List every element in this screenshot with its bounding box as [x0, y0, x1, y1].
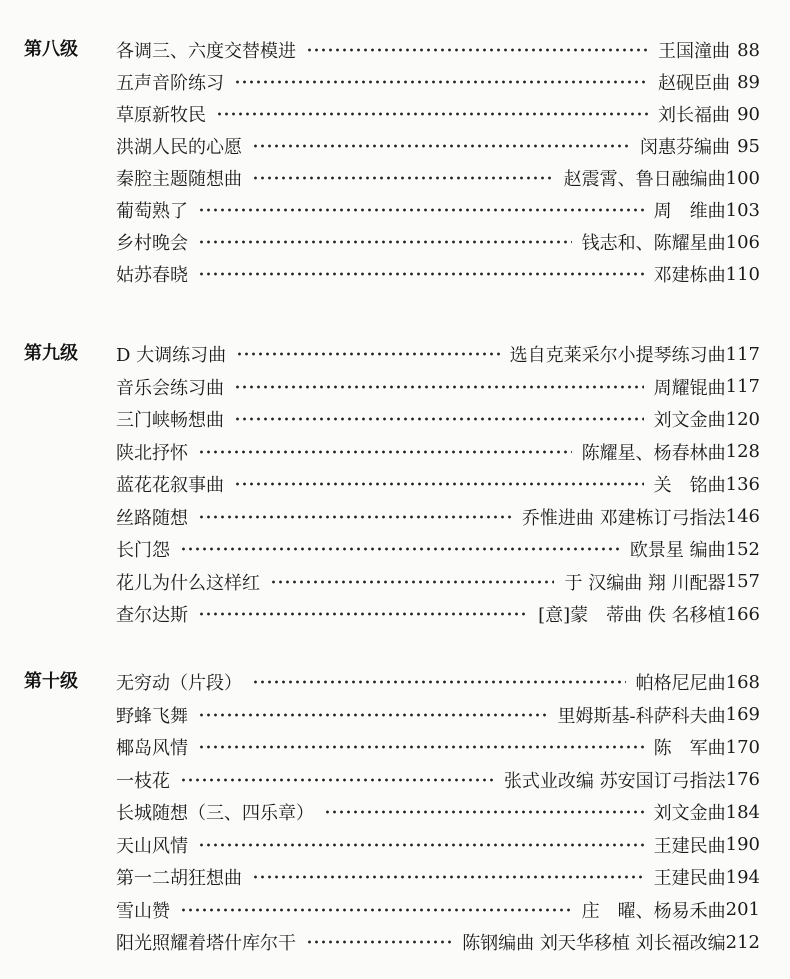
entry-author: 赵砚臣曲: [658, 73, 730, 94]
entry-title: 草原新牧民: [116, 105, 206, 126]
dot-leader: [180, 894, 572, 926]
dot-leader: [306, 34, 648, 66]
entry-author: 赵震霄、鲁日融编曲: [563, 169, 726, 190]
entry-author: 周 维曲: [653, 201, 726, 222]
toc-entry[interactable]: [116, 533, 760, 565]
dot-leader: [198, 501, 512, 533]
entry-title: 葡萄熟了: [116, 201, 188, 222]
toc-entry[interactable]: [116, 829, 760, 861]
entry-author: 关 铭曲: [653, 475, 726, 496]
entry-page: 89: [737, 71, 760, 93]
dot-leader: [198, 699, 548, 731]
toc-entry[interactable]: [116, 403, 760, 435]
dot-leader: [198, 226, 572, 258]
entry-page: 106: [725, 231, 760, 253]
entry-title: 陕北抒怀: [116, 442, 188, 464]
entry-title: 长城随想（三、四乐章）: [116, 803, 314, 824]
entry-title: 无穷动（片段）: [116, 673, 242, 694]
entry-author: 于 汉编曲 翔 川配器: [564, 572, 726, 594]
toc-entry[interactable]: [116, 194, 760, 226]
entry-title: 雪山赞: [116, 900, 170, 922]
dot-leader: [270, 566, 554, 598]
entry-title: 姑苏春晓: [116, 265, 188, 286]
toc-entry[interactable]: [116, 666, 760, 698]
dot-leader: [234, 468, 644, 500]
entry-title: 蓝花花叙事曲: [116, 475, 224, 496]
dot-leader: [198, 829, 644, 861]
entry-author: 钱志和、陈耀星曲: [581, 233, 726, 254]
entry-title: 秦腔主题随想曲: [116, 169, 242, 190]
entry-page: 212: [725, 931, 760, 953]
entry-page: 136: [725, 473, 760, 495]
toc-entry[interactable]: [116, 926, 760, 958]
toc-entry[interactable]: [116, 731, 760, 763]
toc-entry[interactable]: [116, 258, 760, 290]
dot-leader: [234, 371, 644, 403]
entry-title: 第一二胡狂想曲: [116, 868, 242, 889]
entry-title: 音乐会练习曲: [116, 377, 224, 399]
entry-author: 里姆斯基-科萨科夫曲: [557, 705, 726, 727]
entry-title: 椰岛风情: [116, 738, 188, 759]
toc-entry[interactable]: [116, 764, 760, 796]
dot-leader: [198, 194, 644, 226]
entry-title: 天山风情: [116, 835, 188, 857]
dot-leader: [324, 796, 644, 828]
dot-leader: [216, 98, 648, 130]
entry-page: 184: [725, 801, 760, 823]
dot-leader: [198, 731, 644, 763]
entry-page: 120: [725, 408, 760, 430]
entry-title: 洪湖人民的心愿: [116, 137, 242, 158]
entry-author: 闵惠芬编曲: [640, 137, 730, 158]
toc-entry[interactable]: [116, 338, 760, 370]
dot-leader: [252, 861, 644, 893]
entry-title: 野蜂飞舞: [116, 705, 188, 727]
toc-entry[interactable]: [116, 598, 760, 630]
entry-author: 陈 军曲: [653, 738, 726, 759]
dot-leader: [252, 666, 626, 698]
entry-page: 157: [725, 571, 760, 592]
entry-page: 168: [725, 671, 760, 693]
entry-title: 三门峡畅想曲: [116, 410, 224, 431]
entry-author: 刘文金曲: [653, 410, 726, 431]
dot-leader: [252, 130, 630, 162]
entry-title: 丝路随想: [116, 507, 188, 529]
toc-entry[interactable]: [116, 34, 760, 66]
toc-entry[interactable]: [116, 796, 760, 828]
entry-page: 128: [725, 441, 760, 462]
entry-page: 110: [725, 263, 760, 285]
entry-title: 查尔达斯: [116, 605, 188, 626]
entry-author: 王国潼曲: [658, 41, 730, 62]
toc-entry[interactable]: [116, 371, 760, 403]
level-heading: 第九级: [24, 343, 78, 364]
entry-page: 103: [725, 199, 760, 221]
entry-author: 乔惟进曲 邓建栋订弓指法: [521, 507, 726, 529]
entry-page: 176: [725, 769, 760, 790]
entry-title: D 大调练习曲: [116, 345, 227, 366]
dot-leader: [180, 764, 494, 796]
level-heading: 第八级: [24, 39, 78, 60]
entry-author: 帕格尼尼曲: [635, 673, 726, 694]
entry-title: 阳光照耀着塔什库尔干: [116, 933, 296, 954]
entry-author: 陈钢编曲 刘天华移植 刘长福改编: [462, 933, 726, 954]
entry-author: 王建民曲: [653, 868, 726, 889]
entry-page: 194: [725, 866, 760, 888]
dot-leader: [234, 66, 648, 98]
toc-entry[interactable]: [116, 894, 760, 926]
entry-author: 刘文金曲: [653, 803, 726, 824]
dot-leader: [252, 162, 554, 194]
toc-entry[interactable]: [116, 699, 760, 731]
toc-entry[interactable]: [116, 501, 760, 533]
toc-entry[interactable]: [116, 566, 760, 598]
entry-author: [意]蒙 蒂曲 佚 名移植: [538, 605, 726, 626]
entry-author: 陈耀星、杨春林曲: [581, 442, 726, 464]
toc-entry[interactable]: [116, 468, 760, 500]
entry-title: 长门怨: [116, 540, 170, 561]
entry-page: 146: [725, 506, 760, 527]
entry-author: 王建民曲: [653, 835, 726, 857]
dot-leader: [198, 436, 572, 468]
entry-title: 一枝花: [116, 770, 170, 792]
dot-leader: [234, 403, 644, 435]
entry-title: 花儿为什么这样红: [116, 572, 260, 594]
toc-entry[interactable]: [116, 98, 760, 130]
toc-entry[interactable]: [116, 226, 760, 258]
toc-entry[interactable]: [116, 861, 760, 893]
entry-author: 欧景星 编曲: [629, 540, 726, 561]
toc-entry[interactable]: [116, 436, 760, 468]
entry-page: 117: [725, 376, 760, 397]
entry-author: 周耀锟曲: [653, 377, 726, 399]
entry-page: 201: [725, 899, 760, 920]
entry-title: 乡村晚会: [116, 233, 188, 254]
dot-leader: [180, 533, 620, 565]
entry-page: 152: [725, 538, 760, 560]
entry-page: 88: [737, 39, 760, 61]
entry-page: 170: [725, 736, 760, 758]
entry-author: 刘长福曲: [658, 105, 730, 126]
entry-author: 庄 曜、杨易禾曲: [581, 900, 726, 922]
level-heading: 第十级: [24, 671, 78, 692]
dot-leader: [306, 926, 452, 958]
dot-leader: [198, 258, 644, 290]
entry-page: 190: [725, 834, 760, 855]
entry-page: 169: [725, 704, 760, 725]
entry-page: 100: [725, 167, 760, 189]
entry-page: 95: [737, 135, 760, 157]
entry-page: 117: [725, 343, 760, 365]
entry-page: 90: [737, 103, 760, 125]
entry-title: 各调三、六度交替模进: [116, 41, 296, 62]
entry-author: 张式业改编 苏安国订弓指法: [503, 770, 726, 792]
entry-page: 166: [725, 603, 760, 625]
entry-author: 选自克莱采尔小提琴练习曲: [509, 345, 726, 366]
toc-entry[interactable]: [116, 130, 760, 162]
toc-entry[interactable]: [116, 66, 760, 98]
entry-title: 五声音阶练习: [116, 73, 224, 94]
dot-leader: [198, 598, 528, 630]
toc-entry[interactable]: [116, 162, 760, 194]
entry-author: 邓建栋曲: [653, 265, 726, 286]
dot-leader: [236, 338, 499, 370]
